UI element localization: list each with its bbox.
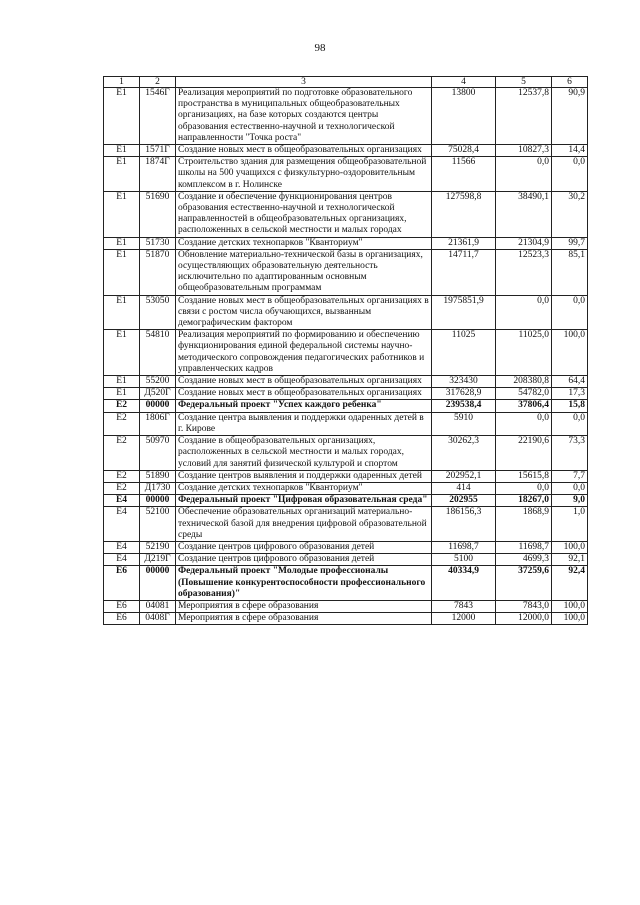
- table-row: [104, 600, 588, 612]
- description-cell: Создание новых мест в общеобразовательных организациях: [176, 145, 432, 157]
- percent-cell: 100,0: [552, 613, 588, 625]
- table-row: [104, 613, 588, 625]
- actual-amount-cell: 18267,0: [496, 495, 552, 507]
- section-code-cell: Е1: [104, 191, 140, 237]
- table-row: [104, 295, 588, 330]
- description-cell: Строительство здания для размещения общеобразовательной школы на 500 учащихся с физкультурно-оздоровительным комплексом в г. Нолинске: [176, 157, 432, 192]
- table-row: [104, 145, 588, 157]
- planned-amount-cell: 5100: [432, 554, 496, 566]
- description-cell: Создание центров выявления и поддержки одаренных детей: [176, 470, 432, 482]
- percent-cell: 92,1: [552, 554, 588, 566]
- page-number: 98: [314, 42, 326, 54]
- percent-cell: 1,0: [552, 507, 588, 542]
- actual-amount-cell: 54782,0: [496, 388, 552, 400]
- percent-cell: 17,3: [552, 388, 588, 400]
- planned-amount-cell: 40334,9: [432, 566, 496, 601]
- description-cell: Создание детских технопарков "Кванториум": [176, 237, 432, 249]
- planned-amount-cell: 202952,1: [432, 470, 496, 482]
- section-code-cell: Е2: [104, 436, 140, 471]
- percent-cell: 30,2: [552, 191, 588, 237]
- actual-amount-cell: 12523,3: [496, 249, 552, 295]
- description-cell: Создание детских технопарков "Кванториум": [176, 482, 432, 494]
- article-code-cell: 00000: [140, 400, 176, 412]
- budget-table: [103, 76, 588, 625]
- planned-amount-cell: 414: [432, 482, 496, 494]
- table-row: [104, 436, 588, 471]
- section-code-cell: Е1: [104, 249, 140, 295]
- percent-cell: 92,4: [552, 566, 588, 601]
- article-code-cell: 1546Г: [140, 88, 176, 145]
- article-code-cell: 50970: [140, 436, 176, 471]
- header-cell: 4: [432, 77, 496, 88]
- planned-amount-cell: 14711,7: [432, 249, 496, 295]
- article-code-cell: 55200: [140, 376, 176, 388]
- header-cell: 5: [496, 77, 552, 88]
- planned-amount-cell: 11698,7: [432, 541, 496, 553]
- planned-amount-cell: 239538,4: [432, 400, 496, 412]
- percent-cell: 100,0: [552, 600, 588, 612]
- actual-amount-cell: 15615,8: [496, 470, 552, 482]
- planned-amount-cell: 202955: [432, 495, 496, 507]
- planned-amount-cell: 7843: [432, 600, 496, 612]
- description-cell: Обновление материально-технической базы в организациях, осуществляющих образовательную деятельность исключительно по адаптированным основным общеобразовательным программам: [176, 249, 432, 295]
- table-row: [104, 157, 588, 192]
- description-cell: Создание новых мест в общеобразовательных организациях: [176, 388, 432, 400]
- percent-cell: 0,0: [552, 295, 588, 330]
- table-row: [104, 330, 588, 376]
- actual-amount-cell: 11698,7: [496, 541, 552, 553]
- article-code-cell: 00000: [140, 495, 176, 507]
- article-code-cell: 1874Г: [140, 157, 176, 192]
- section-code-cell: Е1: [104, 295, 140, 330]
- table-row: [104, 88, 588, 145]
- percent-cell: 90,9: [552, 88, 588, 145]
- percent-cell: 14,4: [552, 145, 588, 157]
- description-cell: Создание и обеспечение функционирования центров образования естественно-научной и технологической направленностей в общеобразовательных организациях, расположенных в сельской местности и малых городах: [176, 191, 432, 237]
- percent-cell: 7,7: [552, 470, 588, 482]
- article-code-cell: Д219Г: [140, 554, 176, 566]
- description-cell: Мероприятия в сфере образования: [176, 600, 432, 612]
- description-cell: Создание центров цифрового образования детей: [176, 554, 432, 566]
- section-code-cell: Е6: [104, 600, 140, 612]
- planned-amount-cell: 317628,9: [432, 388, 496, 400]
- section-code-cell: Е4: [104, 507, 140, 542]
- planned-amount-cell: 75028,4: [432, 145, 496, 157]
- percent-cell: 73,3: [552, 436, 588, 471]
- actual-amount-cell: 38490,1: [496, 191, 552, 237]
- article-code-cell: 52190: [140, 541, 176, 553]
- description-cell: Создание центров цифрового образования детей: [176, 541, 432, 553]
- article-code-cell: 51890: [140, 470, 176, 482]
- actual-amount-cell: 7843,0: [496, 600, 552, 612]
- section-code-cell: Е1: [104, 157, 140, 192]
- table-row: [104, 388, 588, 400]
- table-row: [104, 507, 588, 542]
- article-code-cell: 1571Г: [140, 145, 176, 157]
- header-row: [104, 77, 588, 88]
- planned-amount-cell: 1975851,9: [432, 295, 496, 330]
- table-row: [104, 566, 588, 601]
- actual-amount-cell: 0,0: [496, 412, 552, 435]
- table-row: [104, 400, 588, 412]
- article-code-cell: 53050: [140, 295, 176, 330]
- section-code-cell: Е2: [104, 412, 140, 435]
- planned-amount-cell: 13800: [432, 88, 496, 145]
- planned-amount-cell: 12000: [432, 613, 496, 625]
- section-code-cell: Е1: [104, 376, 140, 388]
- description-cell: Создание новых мест в общеобразовательных организациях в связи с ростом числа обучающихся, вызванным демографическим фактором: [176, 295, 432, 330]
- section-code-cell: Е1: [104, 88, 140, 145]
- table-row: [104, 495, 588, 507]
- header-cell: 6: [552, 77, 588, 88]
- actual-amount-cell: 0,0: [496, 482, 552, 494]
- actual-amount-cell: 11025,0: [496, 330, 552, 376]
- planned-amount-cell: 11566: [432, 157, 496, 192]
- section-code-cell: Е1: [104, 330, 140, 376]
- article-code-cell: 54810: [140, 330, 176, 376]
- description-cell: Создание центра выявления и поддержки одаренных детей в г. Кирове: [176, 412, 432, 435]
- section-code-cell: Е4: [104, 541, 140, 553]
- planned-amount-cell: 21361,9: [432, 237, 496, 249]
- article-code-cell: 51730: [140, 237, 176, 249]
- section-code-cell: Е6: [104, 566, 140, 601]
- description-cell: Создание новых мест в общеобразовательных организациях: [176, 376, 432, 388]
- article-code-cell: 04081: [140, 600, 176, 612]
- actual-amount-cell: 0,0: [496, 295, 552, 330]
- planned-amount-cell: 127598,8: [432, 191, 496, 237]
- table-row: [104, 412, 588, 435]
- section-code-cell: Е4: [104, 495, 140, 507]
- table-row: [104, 470, 588, 482]
- percent-cell: 85,1: [552, 249, 588, 295]
- percent-cell: 99,7: [552, 237, 588, 249]
- actual-amount-cell: 4699,3: [496, 554, 552, 566]
- article-code-cell: 0408Г: [140, 613, 176, 625]
- table-row: [104, 482, 588, 494]
- actual-amount-cell: 12000,0: [496, 613, 552, 625]
- section-code-cell: Е6: [104, 613, 140, 625]
- table-row: [104, 376, 588, 388]
- header-cell: 1: [104, 77, 140, 88]
- description-cell: Мероприятия в сфере образования: [176, 613, 432, 625]
- section-code-cell: Е4: [104, 554, 140, 566]
- planned-amount-cell: 5910: [432, 412, 496, 435]
- header-cell: 3: [176, 77, 432, 88]
- actual-amount-cell: 22190,6: [496, 436, 552, 471]
- section-code-cell: Е1: [104, 145, 140, 157]
- description-cell: Федеральный проект "Молодые профессионалы (Повышение конкурентоспособности профессионального образования)": [176, 566, 432, 601]
- actual-amount-cell: 12537,8: [496, 88, 552, 145]
- description-cell: Обеспечение образовательных организаций материально-технической базой для внедрения цифровой образовательной среды: [176, 507, 432, 542]
- article-code-cell: Д1730: [140, 482, 176, 494]
- percent-cell: 0,0: [552, 412, 588, 435]
- section-code-cell: Е1: [104, 237, 140, 249]
- actual-amount-cell: 10827,3: [496, 145, 552, 157]
- percent-cell: 100,0: [552, 541, 588, 553]
- article-code-cell: 51690: [140, 191, 176, 237]
- actual-amount-cell: 0,0: [496, 157, 552, 192]
- description-cell: Создание в общеобразовательных организациях, расположенных в сельской местности и малых городах, условий для занятий физической культурой и спортом: [176, 436, 432, 471]
- description-cell: Реализация мероприятий по подготовке образовательного пространства в муниципальных общеобразовательных организациях, на базе которых создаются центры образования естественно-научной и технологической направленности "Точка роста": [176, 88, 432, 145]
- header-cell: 2: [140, 77, 176, 88]
- section-code-cell: Е2: [104, 400, 140, 412]
- planned-amount-cell: 186156,3: [432, 507, 496, 542]
- planned-amount-cell: 323430: [432, 376, 496, 388]
- percent-cell: 9,0: [552, 495, 588, 507]
- article-code-cell: 1806Г: [140, 412, 176, 435]
- section-code-cell: Е2: [104, 470, 140, 482]
- planned-amount-cell: 11025: [432, 330, 496, 376]
- description-cell: Реализация мероприятий по формированию и обеспечению функционирования единой федеральной системы научно-методического сопровождения педагогических работников и управленческих кадров: [176, 330, 432, 376]
- article-code-cell: 00000: [140, 566, 176, 601]
- description-cell: Федеральный проект "Цифровая образовательная среда": [176, 495, 432, 507]
- percent-cell: 0,0: [552, 482, 588, 494]
- percent-cell: 15,8: [552, 400, 588, 412]
- percent-cell: 0,0: [552, 157, 588, 192]
- planned-amount-cell: 30262,3: [432, 436, 496, 471]
- actual-amount-cell: 208380,8: [496, 376, 552, 388]
- actual-amount-cell: 1868,9: [496, 507, 552, 542]
- description-cell: Федеральный проект "Успех каждого ребенка": [176, 400, 432, 412]
- actual-amount-cell: 21304,9: [496, 237, 552, 249]
- percent-cell: 100,0: [552, 330, 588, 376]
- table-row: [104, 541, 588, 553]
- table-row: [104, 191, 588, 237]
- article-code-cell: 51870: [140, 249, 176, 295]
- article-code-cell: Д520Г: [140, 388, 176, 400]
- table-row: [104, 237, 588, 249]
- table-row: [104, 554, 588, 566]
- percent-cell: 64,4: [552, 376, 588, 388]
- table-body: [104, 88, 588, 625]
- actual-amount-cell: 37259,6: [496, 566, 552, 601]
- article-code-cell: 52100: [140, 507, 176, 542]
- section-code-cell: Е2: [104, 482, 140, 494]
- table-row: [104, 249, 588, 295]
- section-code-cell: Е1: [104, 388, 140, 400]
- actual-amount-cell: 37806,4: [496, 400, 552, 412]
